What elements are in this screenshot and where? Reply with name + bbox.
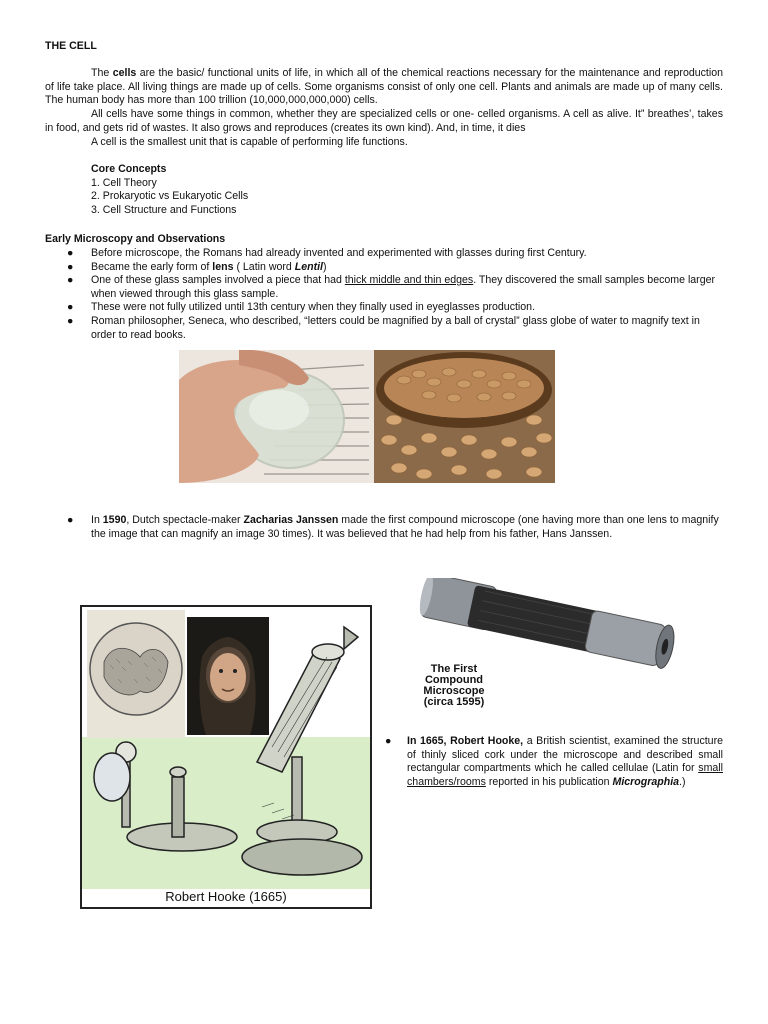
intro-paragraph-2: All cells have some things in common, whether they are specialized cells or one- celled organisms. A cell as alive. It” breathes’, takes in food, and gets rid of wastes. It also grows and reproduces (creates its own kind). And, in time, it dies: [45, 108, 723, 134]
scope-caption-line: Microscope: [423, 685, 485, 697]
list-item-text: .): [679, 775, 686, 788]
term-lens: lens: [212, 260, 234, 273]
robert-hooke-figure: [80, 605, 372, 909]
list-item-text: made the first compound microscope (one having more than one lens to magnify the image that can magnify an image 30 times). It was believed that he had help from his father, Hans Janssen.: [91, 514, 719, 540]
list-item-text: , Dutch spectacle-maker: [126, 514, 244, 526]
bullet-icon: ●: [385, 735, 392, 747]
list-item-text: Became the early form of: [91, 260, 213, 273]
list-item-text: ): [323, 260, 327, 273]
first-compound-microscope-figure: [406, 578, 678, 713]
intro-text-rest: are the basic/ functional units of life, in which all of the chemical reactions necessary for the maintenance and reproduction of life take place. All living things are made up of cells. Some organisms consist of only one cell. Plants and animals are made up of many cells. The human body has more than 100 trillion (10,000,000,000,000) cells.: [45, 67, 723, 107]
list-item: [67, 260, 724, 275]
bullet-icon: ●: [67, 247, 74, 259]
bullet-icon: ●: [67, 260, 74, 273]
underlined-phrase: thick middle and thin edges: [344, 274, 474, 287]
scope-caption-line: (circa 1595): [423, 696, 485, 708]
intro-paragraph-3: A cell is the smallest unit that is capable of performing life functions.: [91, 136, 408, 148]
list-item: [385, 735, 723, 789]
scope-caption-line: Compound: [424, 674, 484, 686]
list-item-text: Roman philosopher, Seneca, who described, “letters could be magnified by a ball of crystal” glass globe of water to magnify text in order to read books.: [91, 314, 700, 341]
glass-lens-photo: [179, 350, 374, 483]
list-item: [67, 301, 724, 315]
hooke-intro: In 1665, Robert Hooke,: [407, 735, 524, 747]
core-concepts: [91, 163, 248, 217]
list-item-text: Before microscope, the Romans had already invented and experimented with glasses during first Century.: [91, 247, 587, 259]
year-1590: 1590: [102, 514, 127, 526]
early-microscopy-list: [67, 247, 724, 342]
term-cells: cells: [112, 67, 137, 79]
list-item-text: . They discovered the small samples become larger when viewed through this glass sample.: [91, 274, 716, 300]
scope-caption: [414, 664, 494, 708]
bullet-icon: ●: [67, 301, 74, 314]
list-item-text: a British scientist, examined the structure of thinly sliced cork under the microscope and described small rectangular compartments which he called cellulae (Latin for: [407, 735, 723, 775]
underlined-phrase: small chambers/rooms: [407, 762, 723, 788]
intro-text: The: [91, 67, 113, 79]
bullet-icon: ●: [67, 514, 74, 526]
hooke-figure-caption: Robert Hooke (1665): [165, 889, 287, 904]
lentils-illustration: [374, 350, 555, 483]
list-item: [67, 274, 724, 301]
glass-lens-illustration: [179, 350, 374, 483]
core-concept-item: 2. Prokaryotic vs Eukaryotic Cells: [91, 190, 249, 203]
core-concept-item: 1. Cell Theory: [91, 176, 157, 189]
list-item-text: One of these glass samples involved a piece that had: [91, 274, 345, 287]
page-title: THE CELL: [45, 40, 97, 52]
list-item-text: In: [91, 514, 103, 526]
core-concept-item: 3. Cell Structure and Functions: [91, 203, 237, 216]
term-lentil: Lentil: [294, 260, 323, 273]
scope-caption-line: The First: [430, 663, 478, 675]
janssen-list: [67, 514, 724, 541]
core-concepts-heading: Core Concepts: [91, 163, 167, 175]
hooke-list: [385, 735, 723, 789]
bullet-icon: ●: [67, 314, 74, 327]
intro-paragraph-1: [45, 67, 723, 108]
list-item-text: ( Latin word: [233, 260, 295, 273]
lentils-photo: [374, 350, 555, 483]
section-heading-early-microscopy: Early Microscopy and Observations: [45, 233, 226, 245]
list-item: [67, 247, 724, 261]
list-item: [67, 314, 724, 342]
name-zacharias-janssen: Zacharias Janssen: [243, 514, 339, 526]
list-item-text: reported in his publication: [485, 775, 613, 788]
list-item-text: These were not fully utilized until 13th century when they finally used in eyeglasses production.: [91, 301, 536, 314]
list-item: [67, 514, 724, 541]
bullet-icon: ●: [67, 274, 74, 287]
term-micrographia: Micrographia: [612, 775, 680, 788]
hooke-microscope-illustration: [82, 607, 370, 907]
